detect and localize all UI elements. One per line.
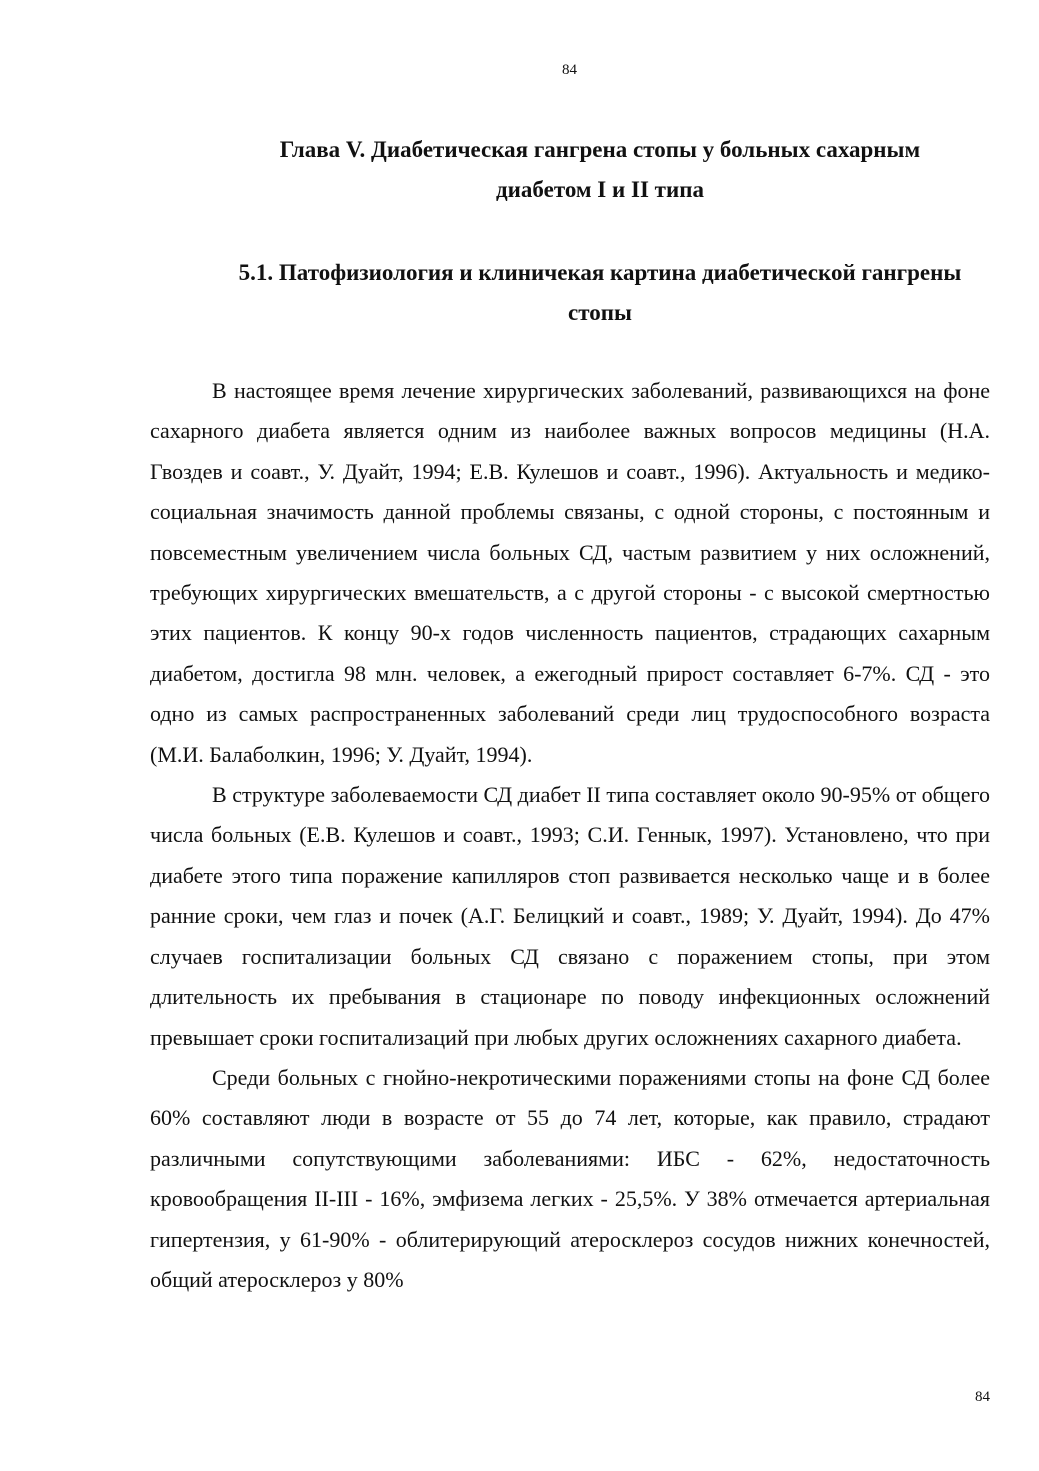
body-text: [150, 371, 990, 1300]
chapter-title-line-2: диабетом I и II типа: [496, 177, 704, 202]
paragraph-3: Среди больных с гнойно-некротическими поражениями стопы на фоне СД более 60% составляют люди в возрасте от 55 до 74 лет, которые, как правило, страдают различными сопутствующими заболеваниями: ИБС - 62%, недостаточность кровообращения II-III - 16%, эмфизема легких - 25,5%. У 38% отмечается артериальная гипертензия, у 61-90% - облитерирующий атеросклероз сосудов нижних конечностей, общий атеросклероз у 80%: [150, 1064, 990, 1292]
paragraph-1: В настоящее время лечение хирургических заболеваний, развивающихся на фоне сахарного диабета является одним из наиболее важных вопросов медицины (Н.А. Гвоздев и соавт., У. Дуайт, 1994; Е.В. Кулешов и соавт., 1996). Актуальность и медико-социальная значимость данной проблемы связаны, с одной стороны, с постоянным и повсеместным увеличением числа больных СД, частым развитием у них осложнений, требующих хирургических вмешательств, а с другой стороны - с высокой смертностью этих пациентов. К концу 90-х годов численность пациентов, страдающих сахарным диабетом, достигла 98 млн. человек, а ежегодный прирост составляет 6-7%. СД - это одно из самых распространенных заболеваний среди лиц трудоспособного возраста (М.И. Балаболкин, 1996; У. Дуайт, 1994).: [150, 378, 990, 767]
chapter-title-line-1: Глава V. Диабетическая гангрена стопы у больных сахарным: [279, 137, 921, 162]
section-title-line-2: стопы: [568, 300, 632, 325]
chapter-title: [200, 130, 1000, 210]
page-number-bottom: 84: [975, 1389, 990, 1405]
section-title-line-1: 5.1. Патофизиология и клиничекая картина диабетической гангрены: [238, 260, 962, 285]
paragraph-2: В структуре заболеваемости СД диабет II типа составляет около 90-95% от общего числа больных (Е.В. Кулешов и соавт., 1993; С.И. Геннык, 1997). Установлено, что при диабете этого типа поражение капилляров стоп развивается несколько чаще и в более ранние сроки, чем глаз и почек (А.Г. Белицкий и соавт., 1989; У. Дуайт, 1994). До 47% случаев госпитализации больных СД связано с поражением стопы, при этом длительность их пребывания в стационаре по поводу инфекционных осложнений превышает сроки госпитализаций при любых других осложнениях сахарного диабета.: [150, 782, 990, 1050]
section-title: [190, 253, 1010, 333]
page-number-top: 84: [562, 62, 577, 78]
